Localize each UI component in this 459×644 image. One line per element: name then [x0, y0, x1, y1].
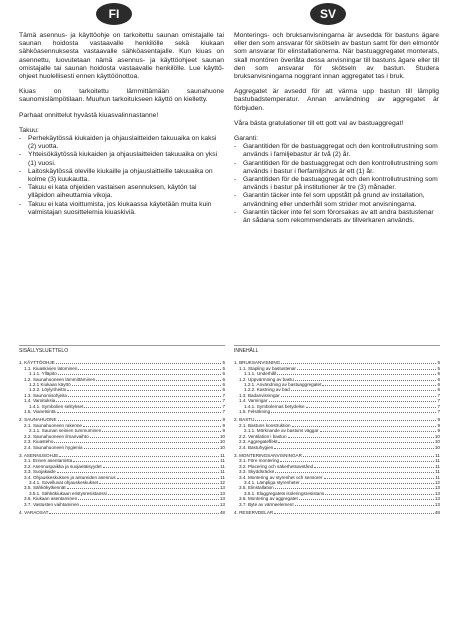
toc-leader-dots: [280, 461, 434, 462]
toc-entry-label: 3.4.1. Sovelluvat ohjauskeskukset: [29, 479, 99, 485]
toc-entry-label: 2.1. Saunahuoneen rakenne: [24, 422, 82, 428]
toc-entry-page: 11: [435, 458, 440, 464]
toc-leader-dots: [291, 390, 437, 391]
toc-entry-label: 3.1. Ennen asentamista: [24, 458, 73, 464]
toc-leader-dots: [322, 385, 436, 386]
toc-leader-dots: [301, 483, 434, 484]
toc-entry-page: 9: [222, 417, 225, 423]
toc-leader-dots: [277, 374, 436, 375]
toc-entry-page: 13: [219, 490, 225, 496]
toc-entry-page: 7: [437, 398, 440, 404]
toc-entry-page: 13: [219, 501, 225, 507]
toc-entry-page: 6: [437, 387, 440, 393]
toc-entry-label: 3.4. Montering av styrenhet och sensorer: [239, 474, 323, 480]
toc-leader-dots: [325, 494, 434, 495]
toc-entry: [234, 502, 440, 507]
toc-leader-dots: [281, 396, 437, 397]
toc-entry-page: 10: [434, 444, 440, 450]
toc-entry-label: 2.3. Aggregateffekt: [239, 439, 278, 445]
toc-entry-page: 6: [222, 376, 225, 382]
warranty-item: - Garantitiden för de bastuaggregat och den kontrollutrustning som används i bastur i flerfamiljshus är ett (1) år.: [234, 160, 439, 176]
toc-entry-label: 2.2. Ventilation i bastun: [239, 433, 287, 439]
toc-entry-page: 7: [222, 398, 225, 404]
toc-entry-label: 2. SAUNAHUONE: [19, 417, 57, 423]
toc-entry-page: 9: [222, 428, 225, 434]
toc-entry: [234, 510, 440, 515]
toc-leader-dots: [275, 472, 434, 473]
toc-leader-dots: [96, 380, 221, 381]
toc-entry-label: 2.4. Saunahuoneen hygienia: [24, 444, 83, 450]
toc-entry: [234, 409, 440, 414]
toc-leader-dots: [67, 488, 219, 489]
toc-leader-dots: [255, 420, 436, 421]
table-of-contents-fi: [19, 349, 225, 515]
warranty-item: - Garantitiden för de bastuaggregat och den kontrollutrustning som används i familjebastur är två (2) år.: [234, 143, 439, 159]
toc-entry-page: 11: [435, 469, 440, 475]
warranty-item: - Garantitiden för de bastuaggregat och den kontrollutrustning som används i bastur på institutioner är tre (3) månader.: [234, 176, 439, 192]
warranty-item: - Garantin täcker inte fel som förorsakas av att andra bastustenar än sådana som rekommenderats av tillverkaren används.: [234, 209, 439, 225]
toc-entry-label: 1.2. Saunahuoneen lämmittäminen: [24, 376, 96, 382]
toc-entry-page: 10: [434, 439, 440, 445]
language-badge-sv: SV: [310, 3, 346, 25]
warranty-list: [234, 143, 439, 225]
toc-leader-dots: [57, 472, 220, 473]
toc-leader-dots: [56, 401, 221, 402]
toc-entry-page: 11: [220, 469, 225, 475]
toc-leader-dots: [275, 488, 434, 489]
toc-entry-label: 3. MONTERINGSANVISNINGAR: [234, 452, 302, 458]
toc-entry-label: 2.3. Kiuasteho: [24, 439, 54, 445]
toc-entry-page: 13: [434, 490, 440, 496]
divider: [19, 345, 225, 346]
toc-entry-label: 1.4. Varoituksia: [24, 398, 56, 404]
toc-entry-label: 3.5.1. Sähkökiukaan eristysresistanssi: [29, 490, 107, 496]
toc-leader-dots: [274, 513, 434, 514]
toc-entry-page: 10: [219, 439, 225, 445]
toc-leader-dots: [49, 513, 218, 514]
toc-entry-label: 2.4. Bastuhygien: [239, 444, 274, 450]
toc-entry-label: 3.2. Placering och säkerhetsavstånd: [239, 463, 314, 469]
toc-entry-label: 2.1. Bastuns konstruktion: [239, 422, 291, 428]
toc-entry-label: 4. RESERVDELAR: [234, 509, 274, 515]
toc-entry-label: 1.1. Kiuaskivien latominen: [24, 365, 78, 371]
toc-leader-dots: [102, 431, 221, 432]
toc-entry: [19, 409, 225, 414]
warranty-item: - Perhekäytössä kiukaiden ja ohjauslaitteiden takuuaika on kaksi (2) vuotta.: [19, 135, 224, 151]
intro-paragraph: Monterings- och bruksanvisningarna är avsedda för bastuns ägare eller den som ansvarar för skötseln av bastun samt för den elmontör som ansvarar för elinstallationerna. När bastuaggregatet monterats, skall montören överlåta dessa anvisningar till bastuns ägare eller till den som ansvarar för skötseln av bastun. Studera bruksanvisningarna noggrant innan aggregatet tas i bruk.: [234, 32, 439, 81]
toc-entry-label: 1.2.1 Kiukaan käyttö: [29, 382, 71, 388]
toc-leader-dots: [58, 420, 222, 421]
toc-leader-dots: [324, 478, 435, 479]
toc-entry-label: 1.2.2. Kastning av bad: [244, 387, 290, 393]
toc-entry-page: 7: [222, 403, 225, 409]
warranty-item: - Takuu ei kata vioittumista, jos kiukaassa käytetään muita kuin valmistajan suosittelemia kiuaskiviä.: [19, 201, 224, 217]
toc-entry-label: 3.4. Ohjauskeskuksen ja antureiden asennus: [24, 474, 116, 480]
toc-entry-page: 9: [437, 417, 440, 423]
toc-entry-page: 9: [437, 422, 440, 428]
toc-entry-page: 13: [434, 501, 440, 507]
toc-entry: [19, 445, 225, 450]
toc-entry-label: 2. BASTU: [234, 417, 255, 423]
toc-entry-label: 1.2.2. Löylynheitto: [29, 387, 67, 393]
toc-entry: [234, 445, 440, 450]
toc-leader-dots: [288, 437, 434, 438]
warranty-title: Takuu:: [19, 126, 39, 134]
toc-entry-page: 11: [220, 458, 225, 464]
congrats-paragraph: Våra bästa gratulationer till ett gott val av bastuaggregat!: [234, 119, 404, 127]
toc-entry-page: 7: [222, 392, 225, 398]
toc-leader-dots: [269, 401, 437, 402]
toc-leader-dots: [299, 499, 434, 500]
toc-entry-page: 5: [437, 365, 440, 371]
warranty-item: - Laitoskäytössä oleville kiukaille ja ohjauslaitteille takuuaika on kolme (3) kuukautta.: [19, 168, 224, 184]
toc-entry-label: 4. VARAOSAT: [19, 509, 49, 515]
toc-entry-label: 1.1.1. Ylläpito: [29, 371, 57, 377]
toc-entry-label: 1.1. Stapling av bastustenar: [239, 365, 296, 371]
toc-entry-label: 2.1.1. Mörknande av bastuns väggar: [244, 428, 319, 434]
finnish-column: [19, 32, 224, 217]
toc-entry-label: 1.4.1. Symbolien selitykset: [29, 403, 84, 409]
toc-title: SISÄLLYSLUETTELO: [19, 348, 69, 354]
toc-entry-page: 11: [220, 474, 225, 480]
toc-entry-page: 12: [219, 479, 225, 485]
toc-entry-label: 2.2. Saunahuoneen ilmanvaihto: [24, 433, 89, 439]
toc-entry-label: 1.2. Uppvärmning av bastu: [239, 376, 294, 382]
toc-leader-dots: [58, 374, 222, 375]
toc-leader-dots: [306, 407, 437, 408]
toc-entry-page: 11: [435, 463, 440, 469]
toc-entry-label: 1.4.1. Symbolernas betydelse: [244, 403, 305, 409]
congrats-paragraph: Parhaat onnittelut hyvästä kiuasvalinnastanne!: [19, 111, 159, 119]
toc-entry-page: 13: [434, 485, 440, 491]
toc-entry-label: 3.6. Kiukaan asentaminen: [24, 496, 78, 502]
toc-entry-page: 7: [437, 392, 440, 398]
toc-entry-page: 6: [437, 382, 440, 388]
toc-entry-label: 1.4. Varningar: [239, 398, 268, 404]
table-of-contents-sv: [234, 349, 440, 515]
toc-leader-dots: [303, 456, 434, 457]
toc-leader-dots: [274, 448, 434, 449]
toc-entry-page: 11: [435, 474, 440, 480]
toc-leader-dots: [103, 467, 220, 468]
toc-entry-page: 9: [437, 428, 440, 434]
toc-entry-label: 1. KÄYTTÖOHJE: [19, 360, 55, 366]
toc-entry-page: 7: [437, 403, 440, 409]
toc-leader-dots: [80, 505, 219, 506]
toc-leader-dots: [271, 412, 436, 413]
toc-entry: [19, 510, 225, 515]
swedish-column: [234, 32, 439, 225]
toc-entry-label: 3.1. Före montering: [239, 458, 280, 464]
toc-entry-label: 3.6. Montering av aggregatet: [239, 496, 298, 502]
toc-title: INNEHÅLL: [234, 348, 259, 354]
toc-leader-dots: [320, 431, 437, 432]
toc-leader-dots: [72, 385, 222, 386]
toc-entry-label: 3.5. Sähkökytkennät: [24, 485, 66, 491]
toc-leader-dots: [90, 437, 219, 438]
toc-leader-dots: [67, 390, 221, 391]
toc-entry-page: 7: [437, 409, 440, 415]
toc-entry-label: 3.3. Skyddsräcke: [239, 469, 275, 475]
toc-entry-label: 3.5.1. Elaggregatets isoleringsresistans: [244, 490, 325, 496]
toc-entry-page: 6: [222, 371, 225, 377]
warranty-item: - Takuu ei kata ohjeiden vastaisen asennuksen, käytön tai ylläpidon aiheuttamia vikoja.: [19, 184, 224, 200]
toc-leader-dots: [78, 369, 221, 370]
language-badge-fi: FI: [96, 3, 132, 25]
toc-leader-dots: [117, 478, 220, 479]
warranty-list: [19, 135, 224, 217]
toc-entry-label: 1.2.1. Användning av bastuaggregatet: [244, 382, 322, 388]
toc-entry-page: 7: [222, 409, 225, 415]
toc-entry-page: 9: [222, 422, 225, 428]
intro-paragraph: Tämä asennus- ja käyttöohje on tarkoitettu saunan omistajalle tai saunan hoidosta vastaavalle henkilölle sekä kiukaan sähköasennuksesta vastaavalle sähköasentajalle. Kun kiuas on asennettu, luovutetaan nämä asennus- ja käyttöohjeet saunan omistajalle tai saunan hoidosta vastaavalle henkilölle. Lue käyttöohjeet huolellisesti ennen käyttöönottoa.: [19, 32, 224, 81]
toc-entry: [19, 502, 225, 507]
toc-entry-page: 5: [437, 360, 440, 366]
toc-leader-dots: [295, 505, 434, 506]
toc-entry-page: 6: [437, 371, 440, 377]
toc-leader-dots: [297, 369, 436, 370]
warranty-title: Garanti:: [234, 135, 259, 143]
toc-leader-dots: [314, 467, 434, 468]
toc-leader-dots: [99, 483, 219, 484]
divider: [234, 345, 440, 346]
toc-leader-dots: [56, 363, 222, 364]
toc-entry-page: 48: [434, 509, 440, 515]
toc-entry-page: 48: [219, 509, 225, 515]
toc-leader-dots: [278, 442, 433, 443]
toc-entry-label: 3.5. Elinstallation: [239, 485, 274, 491]
toc-entry-label: 1.5. Felsökning: [239, 409, 271, 415]
toc-entry-page: 10: [219, 444, 225, 450]
toc-entry-label: 2.1.1. Saunan seinien tummuminen: [29, 428, 102, 434]
toc-entry-label: 3.7. Byte av värmeelement: [239, 501, 294, 507]
toc-entry-page: 6: [222, 387, 225, 393]
toc-leader-dots: [108, 494, 219, 495]
toc-leader-dots: [84, 407, 221, 408]
toc-leader-dots: [83, 426, 221, 427]
toc-entry-label: 3.7. Vastusten vaihtaminen: [24, 501, 80, 507]
toc-entry-page: 13: [219, 496, 225, 502]
toc-leader-dots: [295, 380, 437, 381]
toc-entry-page: 6: [437, 376, 440, 382]
toc-entry-label: 1.3. Saunomisohjeita: [24, 392, 67, 398]
toc-entry-label: 1.5. Vianetsintä: [24, 409, 56, 415]
toc-entry-label: 3. ASENNUSOHJE: [19, 452, 59, 458]
toc-leader-dots: [68, 396, 222, 397]
toc-entry-page: 6: [222, 382, 225, 388]
toc-entry-page: 11: [220, 452, 225, 458]
toc-leader-dots: [59, 456, 219, 457]
toc-entry-page: 10: [434, 433, 440, 439]
toc-leader-dots: [292, 426, 437, 427]
toc-entry-page: 10: [219, 433, 225, 439]
purpose-paragraph: Aggregatet är avsedd för att värma upp bastun till lämplig bastubadstemperatur. Annan användning av aggregatet är förbjuden.: [234, 88, 439, 112]
toc-entry-page: 11: [435, 452, 440, 458]
toc-entry-page: 11: [220, 463, 225, 469]
toc-leader-dots: [281, 363, 436, 364]
purpose-paragraph: Kiuas on tarkoitettu lämmittämään saunahuone saunomislämpötilaan. Muuhun tarkoitukseen käyttö on kielletty.: [19, 88, 224, 104]
toc-entry-label: 1.1.1. Underhåll: [244, 371, 277, 377]
toc-entry-label: 3.2. Asennuspaikka ja suojaetäisyydet: [24, 463, 102, 469]
toc-leader-dots: [57, 412, 222, 413]
toc-entry-page: 13: [434, 496, 440, 502]
toc-entry-label: 1. BRUKSANVISNING: [234, 360, 281, 366]
toc-leader-dots: [73, 461, 219, 462]
toc-leader-dots: [54, 442, 219, 443]
toc-entry-page: 12: [434, 479, 440, 485]
toc-entry-page: 13: [219, 485, 225, 491]
toc-entry-label: 3.3. Suojakaide: [24, 469, 56, 475]
toc-entry-label: 1.3. Badanvisningar: [239, 392, 280, 398]
toc-entry-page: 5: [222, 360, 225, 366]
toc-leader-dots: [84, 448, 219, 449]
toc-entry-page: 5: [222, 365, 225, 371]
warranty-item: - Yhteisökäytössä kiukaiden ja ohjauslaitteiden takuuaika on yksi (1) vuosi.: [19, 151, 224, 167]
warranty-item: - Garantin täcker inte fel som uppstått på grund av installation, användning eller underhåll som strider mot anvisningarna.: [234, 192, 439, 208]
toc-leader-dots: [78, 499, 219, 500]
toc-entry-label: 3.4.1. Lämpliga styrenheter: [244, 479, 300, 485]
